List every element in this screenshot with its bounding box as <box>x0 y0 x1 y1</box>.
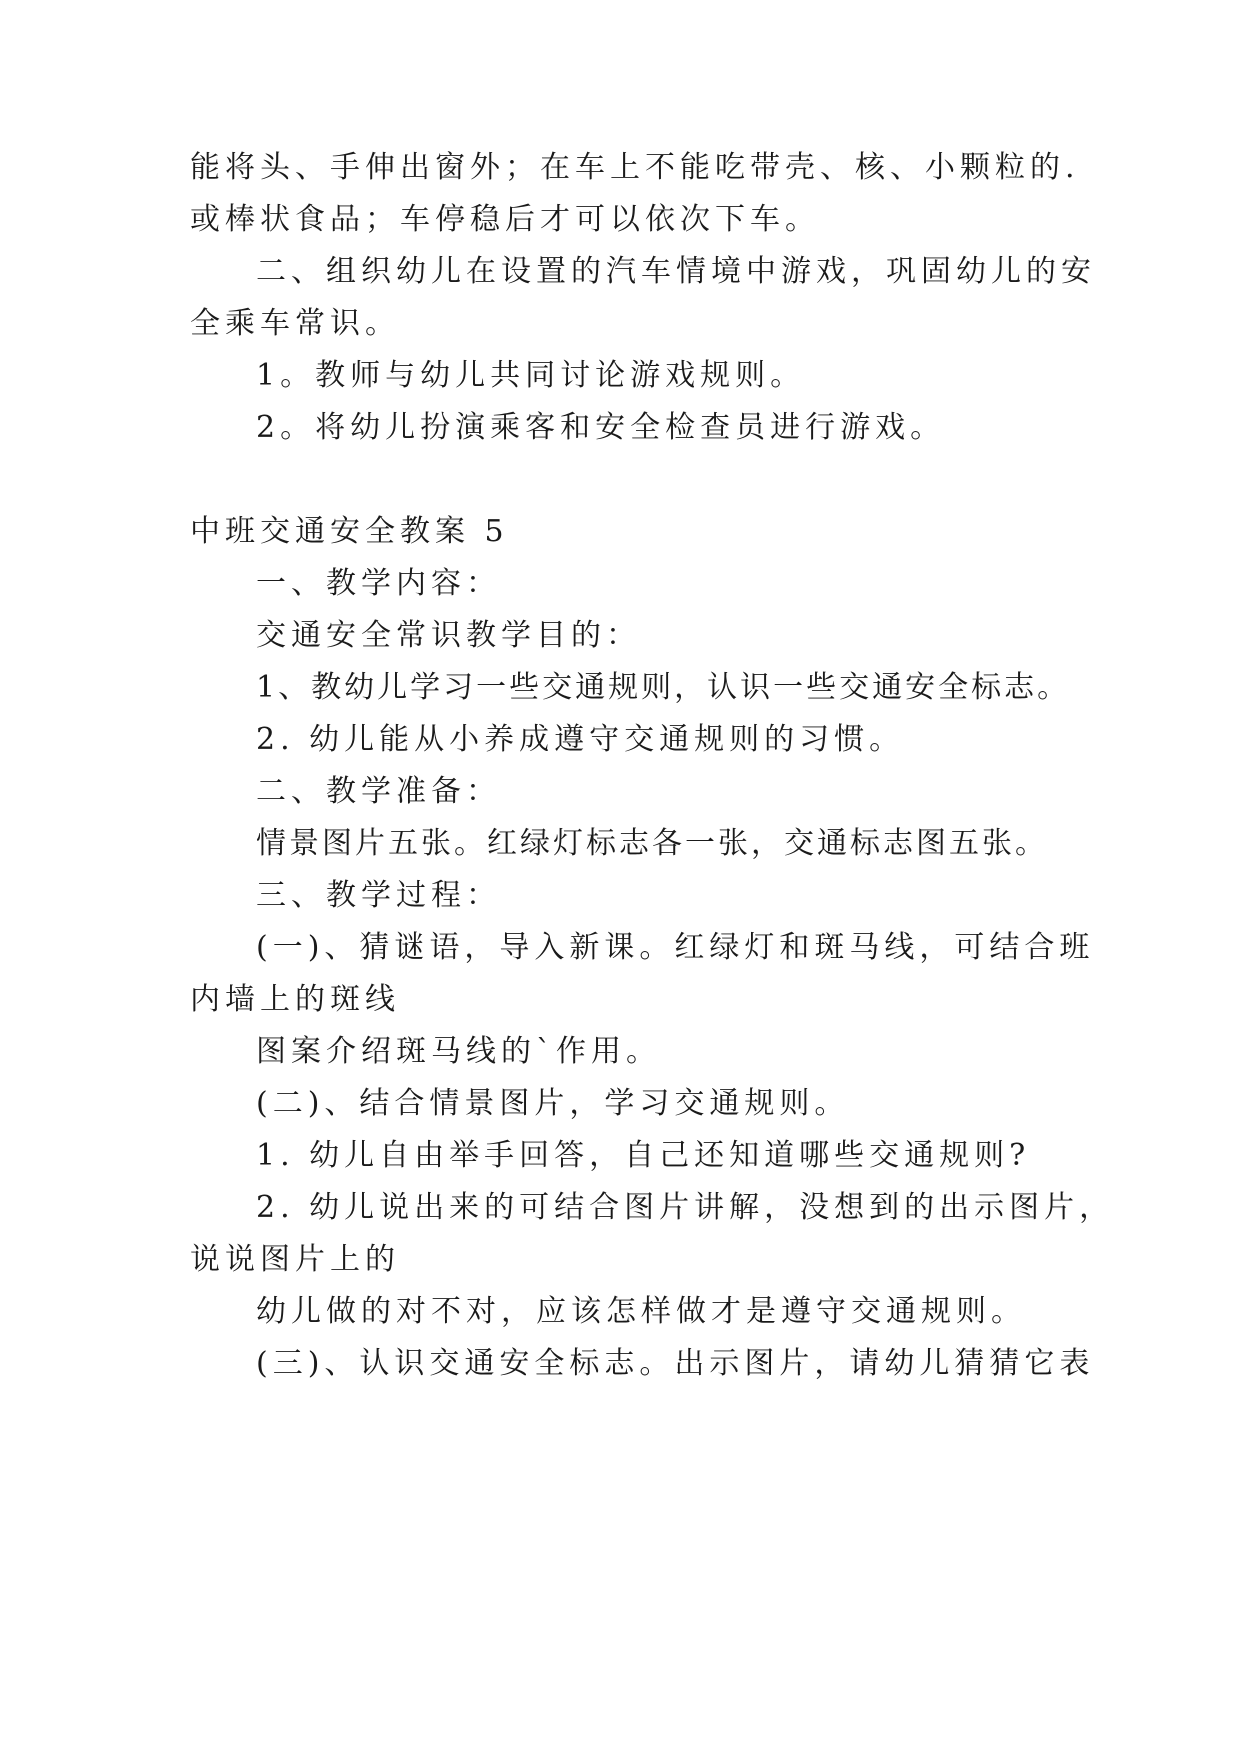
list-item: 2。将幼儿扮演乘客和安全检查员进行游戏。 <box>256 410 946 445</box>
paragraph-line: 或棒状食品；车停稳后才可以依次下车。 <box>190 202 820 237</box>
list-item: 1、教幼儿学习一些交通规则，认识一些交通安全标志。 <box>256 670 1071 705</box>
paragraph-line: (二)、结合情景图片，学习交通规则。 <box>256 1086 850 1121</box>
paragraph-line: 图案介绍斑马线的`作用。 <box>256 1034 661 1069</box>
paragraph-line: 全乘车常识。 <box>190 306 400 341</box>
list-item: 2. 幼儿能从小养成遵守交通规则的习惯。 <box>256 722 905 757</box>
paragraph-line: 内墙上的斑线 <box>190 982 400 1017</box>
list-item: 1. 幼儿自由举手回答，自己还知道哪些交通规则? <box>256 1138 1031 1173</box>
paragraph-line: (一)、猜谜语，导入新课。红绿灯和斑马线，可结合班 <box>256 930 1095 965</box>
section-heading: 三、教学过程： <box>256 878 501 913</box>
list-item: 1。教师与幼儿共同讨论游戏规则。 <box>256 358 806 393</box>
section-heading: 一、教学内容： <box>256 566 501 601</box>
paragraph-line: 情景图片五张。红绿灯标志各一张，交通标志图五张。 <box>256 826 1048 861</box>
paragraph-line: 说说图片上的 <box>190 1242 400 1277</box>
section-heading: 二、教学准备： <box>256 774 501 809</box>
paragraph-line: 能将头、手伸出窗外；在车上不能吃带壳、核、小颗粒的. <box>190 150 1080 185</box>
paragraph-line: 幼儿做的对不对，应该怎样做才是遵守交通规则。 <box>256 1294 1026 1329</box>
paragraph-line: 二、组织幼儿在设置的汽车情境中游戏，巩固幼儿的安 <box>256 254 1096 289</box>
paragraph-line: 交通安全常识教学目的： <box>256 618 641 653</box>
section-title: 中班交通安全教案 5 <box>190 514 509 549</box>
paragraph-line: (三)、认识交通安全标志。出示图片，请幼儿猜猜它表 <box>256 1346 1095 1381</box>
list-item: 2. 幼儿说出来的可结合图片讲解，没想到的出示图片， <box>256 1190 1115 1225</box>
